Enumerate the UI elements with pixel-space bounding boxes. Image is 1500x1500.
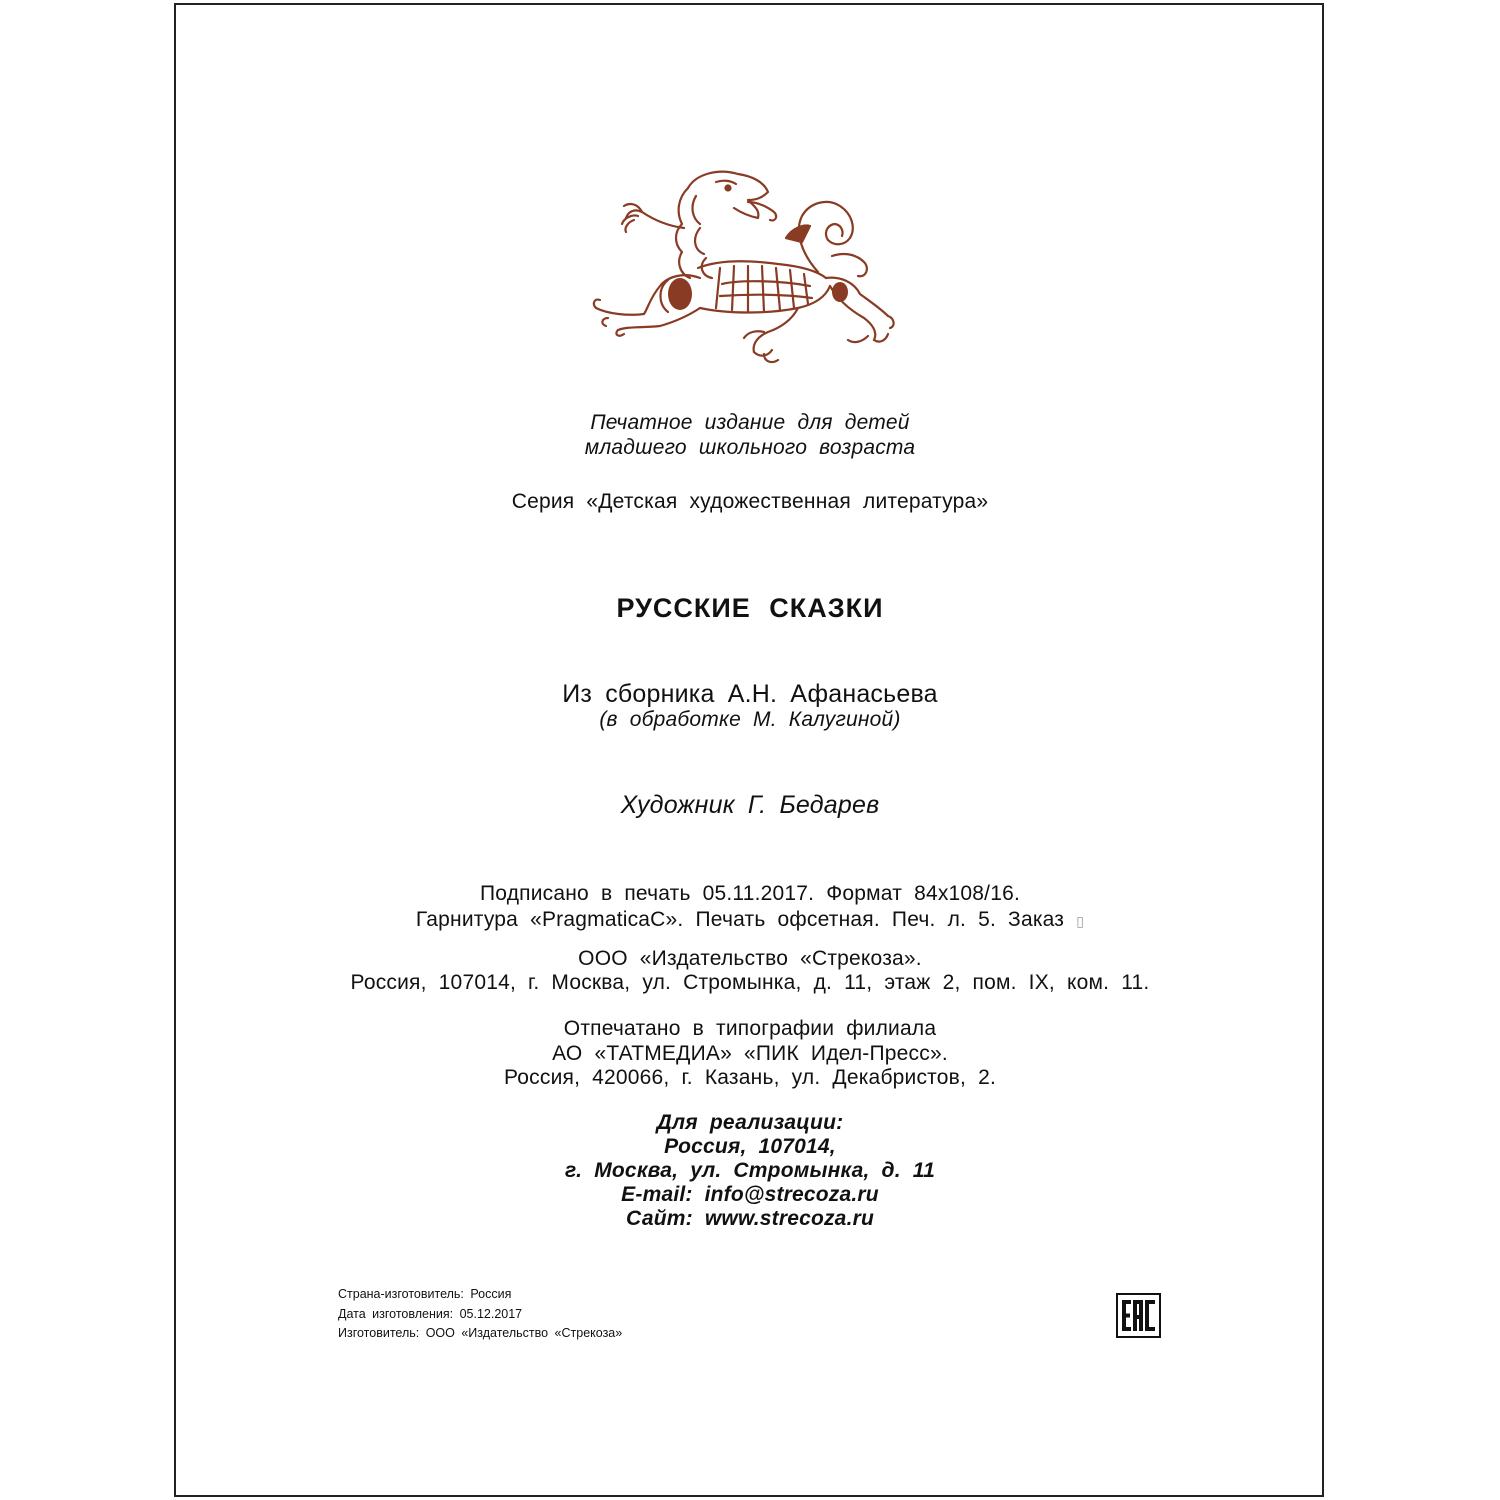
sales-line-2: Россия, 107014, xyxy=(664,1135,836,1158)
series-line: Серия «Детская художественная литература» xyxy=(511,490,989,513)
footer-country: Страна-изготовитель: Россия xyxy=(338,1287,512,1301)
sales-line-1: Для реализации: xyxy=(656,1111,844,1134)
source-line-1: Из сборника А.Н. Афанасьева xyxy=(562,680,938,708)
eac-mark-icon xyxy=(1116,1293,1161,1338)
footer-date: Дата изготовления: 05.12.2017 xyxy=(338,1307,523,1321)
book-title: РУССКИЕ СКАЗКИ xyxy=(616,593,884,623)
printer-line-2: АО «ТАТМЕДИА» «ПИК Идел-Пресс». xyxy=(552,1042,948,1065)
lion-emblem-icon xyxy=(588,168,906,368)
print-info-line-1: Подписано в печать 05.11.2017. Формат 84x108/16. xyxy=(479,882,1021,905)
print-info-text: Гарнитура «PragmaticaC». Печать офсетная. Печ. л. 5. Заказ xyxy=(415,908,1065,931)
order-mark: ▯ xyxy=(1076,913,1085,929)
publisher-line-2: Россия, 107014, г. Москва, ул. Стромынка, д. 11, этаж 2, пом. IX, ком. 11. xyxy=(350,971,1150,994)
source-line-2: (в обработке М. Калугиной) xyxy=(599,708,901,731)
sales-line-3: г. Москва, ул. Стромынка, д. 11 xyxy=(565,1159,935,1182)
illustrator-line: Художник Г. Бедарев xyxy=(620,791,880,819)
printer-line-3: Россия, 420066, г. Казань, ул. Декабристов, 2. xyxy=(504,1066,996,1089)
sales-email: E-mail: info@strecoza.ru xyxy=(621,1183,879,1206)
eac-mark-label: EAC xyxy=(1116,1293,1119,1294)
printer-line-1: Отпечатано в типографии филиала xyxy=(563,1017,937,1040)
print-info-line-2 xyxy=(0,908,1500,933)
audience-line-1: Печатное издание для детей xyxy=(590,411,910,434)
audience-line-2: младшего школьного возраста xyxy=(584,436,916,459)
publisher-line-1: ООО «Издательство «Стрекоза». xyxy=(578,947,922,970)
sales-website: Сайт: www.strecoza.ru xyxy=(626,1207,874,1230)
footer-manufacturer: Изготовитель: ООО «Издательство «Стрекоза» xyxy=(338,1326,623,1340)
